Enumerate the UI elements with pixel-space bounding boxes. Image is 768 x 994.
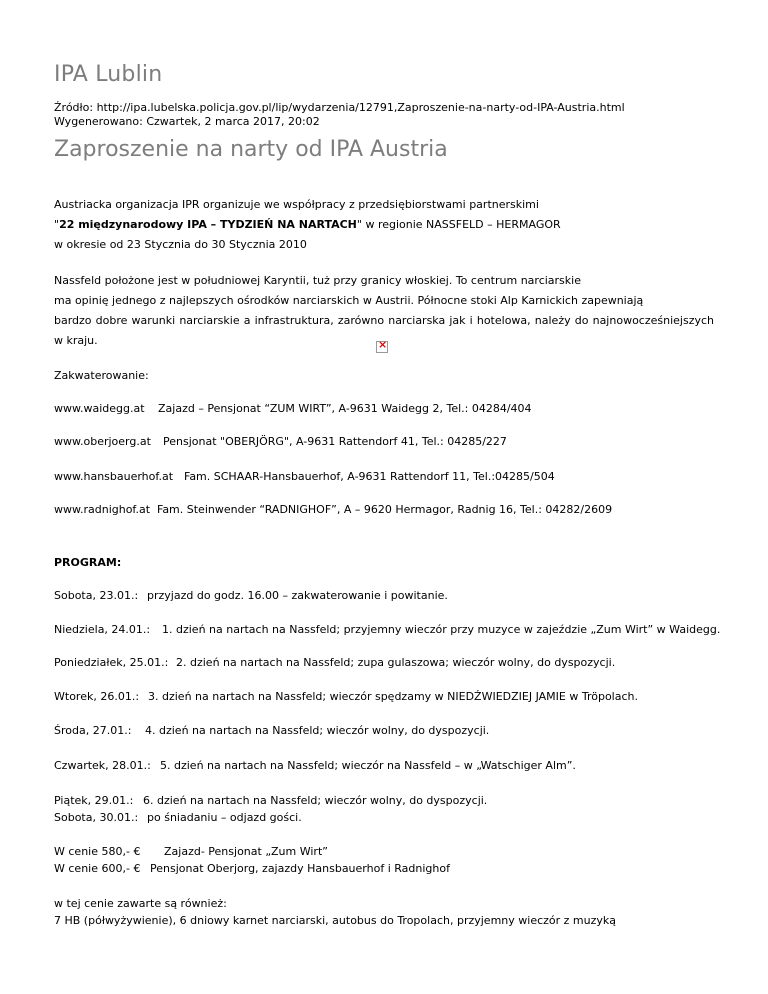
article-body [54,195,714,351]
accommodation-item [54,435,507,448]
program-text: 6. dzień na nartach na Nassfeld; wieczór wolny, do dyspozycji. [143,794,488,807]
program-date: Środa, 27.01.: [54,724,132,737]
program-text: po śniadaniu – odjazd gości. [147,811,302,824]
program-text: 1. dzień na nartach na Nassfeld; przyjemny wieczór przy muzyce w zajeździe „Zum Wirt” w Waidegg. [162,623,721,636]
accommodation-site[interactable]: www.waidegg.at [54,402,145,415]
accommodation-desc: Fam. Steinwender “RADNIGHOF”, A – 9620 Hermagor, Radnig 16, Tel.: 04282/2609 [157,503,613,516]
event-name: 22 międzynarodowy IPA – TYDZIEŃ NA NARTACH [59,218,357,231]
accommodation-desc: Pensjonat "OBERJÖRG", A-9631 Rattendorf 41, Tel.: 04285/227 [163,435,507,448]
program-day [54,623,720,636]
program-date: Piątek, 29.01.: [54,794,134,807]
included-label: w tej cenie zawarte są również: [54,897,227,910]
price-value: W cenie 580,- € [54,845,141,858]
program-day [54,724,489,737]
program-text: 4. dzień na nartach na Nassfeld; wieczór wolny, do dyspozycji. [145,724,490,737]
program-date: Sobota, 23.01.: [54,589,139,602]
program-text: 2. dzień na nartach na Nassfeld; zupa gulaszowa; wieczór wolny, do dyspozycji. [176,656,616,669]
intro-line-1: Austriacka organizacja IPR organizuje we współpracy z przedsiębiorstwami partnerskimi [54,198,539,211]
generated-line: Wygenerowano: Czwartek, 2 marca 2017, 20:02 [54,115,320,128]
program-date: Czwartek, 28.01.: [54,759,151,772]
source-line: Źródło: http://ipa.lubelska.policja.gov.pl/lip/wydarzenia/12791,Zaproszenie-na-narty-od-IPA-Austria.html [54,101,625,114]
accommodation-site[interactable]: www.hansbauerhof.at [54,470,174,483]
program-day [54,589,448,602]
description-line-2: ma opinię jednego z najlepszych ośrodków narciarskich w Austrii. Północne stoki Alp Karnickich zapewniają [54,294,644,307]
accommodation-label: Zakwaterowanie: [54,369,149,382]
program-day [54,811,302,824]
intro-dates: w okresie od 23 Stycznia do 30 Stycznia 2010 [54,238,307,251]
accommodation-desc: Fam. SCHAAR-Hansbauerhof, A-9631 Rattendorf 11, Tel.:04285/504 [184,470,555,483]
accommodation-desc: Zajazd – Pensjonat “ZUM WIRT”, A-9631 Waidegg 2, Tel.: 04284/404 [158,402,532,415]
price-row [54,845,328,858]
included-text: 7 HB (półwyżywienie), 6 dniowy karnet narciarski, autobus do Tropolach, przyjemny wieczór z muzyką [54,914,617,927]
program-text: 3. dzień na nartach na Nassfeld; wieczór spędzamy w NIEDŹWIEDZIEJ JAMIE w Tröpolach. [148,690,638,703]
program-day [54,794,487,807]
accommodation-site[interactable]: www.oberjoerg.at [54,435,151,448]
program-date: Sobota, 30.01.: [54,811,139,824]
program-date: Wtorek, 26.01.: [54,690,140,703]
article-title: Zaproszenie na narty od IPA Austria [54,137,448,162]
program-day [54,690,638,703]
program-day [54,759,576,772]
program-text: 5. dzień na nartach na Nassfeld; wieczór na Nassfeld – w „Watschiger Alm”. [160,759,576,772]
description-line-3: bardzo dobre warunki narciarskie a infrastruktura, zarówno narciarska jak i hotelowa, należy do najnowocześniejszych w kraju. [54,314,714,347]
price-row [54,862,450,875]
accommodation-item [54,402,532,415]
price-text: Zajazd- Pensjonat „Zum Wirt” [164,845,328,858]
source-meta [54,101,625,129]
broken-image-icon [376,341,388,353]
intro-quote-open: " [54,218,60,231]
program-date: Poniedziałek, 25.01.: [54,656,169,669]
accommodation-item [54,503,612,516]
program-date: Niedziela, 24.01.: [54,623,151,636]
program-text: przyjazd do godz. 16.00 – zakwaterowanie i powitanie. [147,589,448,602]
accommodation-item [54,470,555,483]
price-value: W cenie 600,- € [54,862,141,875]
price-text: Pensjonat Oberjorg, zajazdy Hansbauerhof i Radnighof [150,862,450,875]
program-day [54,656,615,669]
intro-paragraph [54,195,714,255]
accommodation-site[interactable]: www.radnighof.at [54,503,151,516]
program-heading: PROGRAM: [54,556,122,569]
description-line-1: Nassfeld położone jest w południowej Karyntii, tuż przy granicy włoskiej. To centrum narciarskie [54,274,581,287]
intro-region: " w regionie NASSFELD – HERMAGOR [356,218,561,231]
site-title: IPA Lublin [54,62,163,87]
